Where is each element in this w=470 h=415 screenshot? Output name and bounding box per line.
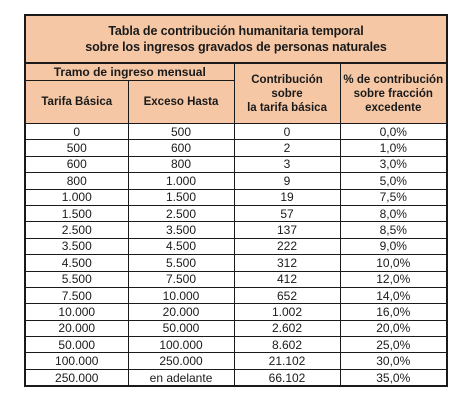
exceso-hasta-cell: 1.000 [128,173,234,189]
table-row [26,353,446,369]
header-contribucion-line-1: Contribución sobre [251,73,323,100]
table-row [26,189,446,205]
contribucion-cell: 8.602 [234,337,340,353]
header-contribucion-line-2: la tarifa básica [247,101,327,114]
exceso-hasta-cell: 2.500 [128,205,234,221]
tarifa-basica-cell: 100.000 [26,353,128,369]
tarifa-basica-cell: 250.000 [26,369,128,385]
exceso-hasta-cell: 5.500 [128,255,234,271]
tarifa-basica-cell: 600 [26,156,128,172]
contribucion-cell: 3 [234,156,340,172]
contribucion-cell: 0 [234,124,340,140]
table-row [26,287,446,303]
tarifa-basica-cell: 4.500 [26,255,128,271]
exceso-hasta-cell: 20.000 [128,304,234,320]
table-header [26,64,446,124]
porcentaje-cell: 30,0% [340,353,446,369]
porcentaje-cell: 12,0% [340,271,446,287]
tarifa-basica-cell: 3.500 [26,238,128,254]
contribucion-cell: 21.102 [234,353,340,369]
porcentaje-cell: 16,0% [340,304,446,320]
porcentaje-cell: 8,0% [340,205,446,221]
table-row [26,271,446,287]
contribucion-cell: 222 [234,238,340,254]
contribution-table [24,14,448,387]
contribucion-cell: 2.602 [234,320,340,336]
contribucion-cell: 1.002 [234,304,340,320]
tarifa-basica-cell: 2.500 [26,222,128,238]
exceso-hasta-cell: 3.500 [128,222,234,238]
exceso-hasta-cell: 50.000 [128,320,234,336]
exceso-hasta-cell: 4.500 [128,238,234,254]
header-porcentaje [340,64,446,124]
header-porcentaje-line-3: excedente [365,101,422,114]
exceso-hasta-cell: 600 [128,140,234,156]
porcentaje-cell: 10,0% [340,255,446,271]
header-porcentaje-line-1: % de contribución [343,73,444,86]
contribucion-cell: 57 [234,205,340,221]
table-row [26,156,446,172]
table-title [26,16,446,64]
table-title-line-2: sobre los ingresos gravados de personas naturales [85,40,387,54]
contribucion-cell: 2 [234,140,340,156]
tarifa-basica-cell: 0 [26,124,128,140]
exceso-hasta-cell: 1.500 [128,189,234,205]
exceso-hasta-cell: 250.000 [128,353,234,369]
table-row [26,238,446,254]
table-row [26,124,446,140]
porcentaje-cell: 1,0% [340,140,446,156]
porcentaje-cell: 14,0% [340,287,446,303]
contribucion-cell: 9 [234,173,340,189]
contribucion-cell: 19 [234,189,340,205]
table-row [26,205,446,221]
exceso-hasta-cell: en adelante [128,369,234,385]
tarifa-basica-cell: 800 [26,173,128,189]
table-body [26,124,446,386]
porcentaje-cell: 5,0% [340,173,446,189]
tarifa-basica-cell: 1.500 [26,205,128,221]
contribucion-cell: 652 [234,287,340,303]
tarifa-basica-cell: 1.000 [26,189,128,205]
contribucion-cell: 412 [234,271,340,287]
tax-table [26,64,446,385]
table-row [26,320,446,336]
porcentaje-cell: 3,0% [340,156,446,172]
table-row [26,369,446,385]
exceso-hasta-cell: 800 [128,156,234,172]
porcentaje-cell: 35,0% [340,369,446,385]
table-row [26,222,446,238]
porcentaje-cell: 25,0% [340,337,446,353]
table-row [26,337,446,353]
exceso-hasta-cell: 100.000 [128,337,234,353]
table-row [26,304,446,320]
tarifa-basica-cell: 500 [26,140,128,156]
tarifa-basica-cell: 20.000 [26,320,128,336]
table-row [26,255,446,271]
porcentaje-cell: 0,0% [340,124,446,140]
header-exceso-hasta: Exceso Hasta [128,81,234,124]
contribucion-cell: 137 [234,222,340,238]
exceso-hasta-cell: 7.500 [128,271,234,287]
tarifa-basica-cell: 10.000 [26,304,128,320]
table-row [26,140,446,156]
header-tramo-ingreso: Tramo de ingreso mensual [26,64,234,81]
tarifa-basica-cell: 50.000 [26,337,128,353]
table-title-line-1: Tabla de contribución humanitaria temporal [108,24,364,38]
porcentaje-cell: 7,5% [340,189,446,205]
porcentaje-cell: 9,0% [340,238,446,254]
table-row [26,173,446,189]
tarifa-basica-cell: 7.500 [26,287,128,303]
header-tarifa-basica: Tarifa Básica [26,81,128,124]
porcentaje-cell: 20,0% [340,320,446,336]
porcentaje-cell: 8,5% [340,222,446,238]
exceso-hasta-cell: 10.000 [128,287,234,303]
contribucion-cell: 312 [234,255,340,271]
contribucion-cell: 66.102 [234,369,340,385]
tarifa-basica-cell: 5.500 [26,271,128,287]
exceso-hasta-cell: 500 [128,124,234,140]
header-porcentaje-line-2: sobre fracción [353,87,433,100]
header-contribucion [234,64,340,124]
